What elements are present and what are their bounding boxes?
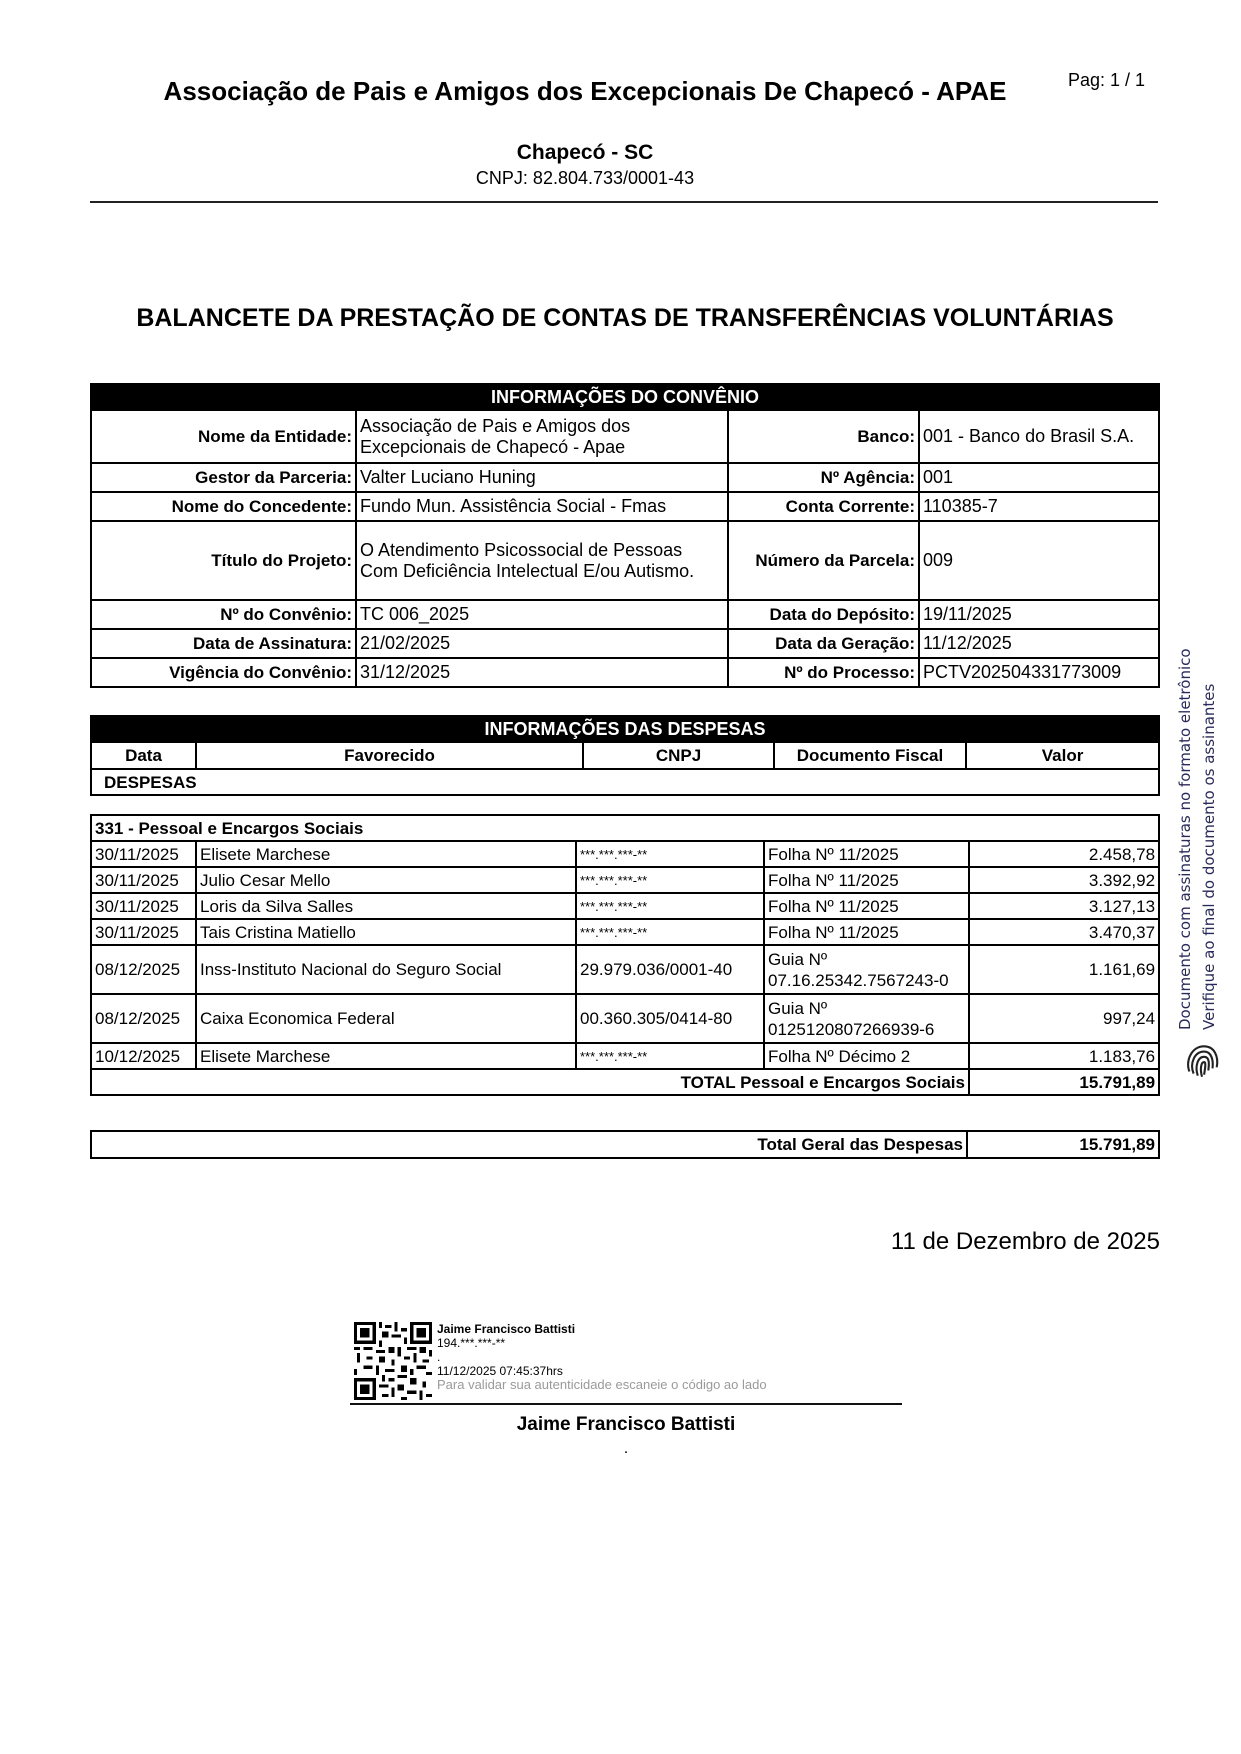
column-header-value: Valor — [966, 742, 1159, 769]
expenses-section-label: DESPESAS — [91, 769, 1159, 795]
value-installment: 009 — [919, 521, 1159, 600]
row-fiscal-doc: Folha Nº 11/2025 — [764, 919, 969, 945]
row-payee: Elisete Marchese — [196, 841, 576, 867]
value-project-title: O Atendimento Psicossocial de Pessoas Com Deficiência Intelectual E/ou Autismo. — [356, 521, 728, 600]
document-title: BALANCETE DA PRESTAÇÃO DE CONTAS DE TRANSFERÊNCIAS VOLUNTÁRIAS — [136, 304, 1114, 332]
row-date: 30/11/2025 — [91, 841, 196, 867]
table-row — [91, 1043, 1159, 1069]
value-bank: 001 - Banco do Brasil S.A. — [919, 410, 1159, 463]
digital-signature-block — [437, 1322, 767, 1392]
electronic-signature-stamp — [1173, 600, 1229, 1090]
signature-timestamp: 11/12/2025 07:45:37hrs — [437, 1364, 563, 1378]
row-value: 1.183,76 — [969, 1043, 1159, 1069]
signer-name: Jaime Francisco Battisti — [437, 1322, 576, 1336]
page-number: Pag: 1 / 1 — [1068, 70, 1146, 90]
value-account: 110385-7 — [919, 492, 1159, 521]
row-cnpj: ***.***.***-** — [576, 867, 764, 893]
row-cnpj: ***.***.***-** — [576, 893, 764, 919]
row-payee: Elisete Marchese — [196, 1043, 576, 1069]
label-process-number: Nº do Processo: — [728, 658, 919, 687]
grand-total-table — [90, 1130, 1160, 1159]
value-agency: 001 — [919, 463, 1159, 492]
row-fiscal-doc: Guia Nº 07.16.25342.7567243-0 — [764, 945, 969, 994]
value-agreement-number: TC 006_2025 — [356, 600, 728, 629]
row-payee: Julio Cesar Mello — [196, 867, 576, 893]
row-fiscal-doc: Guia Nº 0125120807266939-6 — [764, 994, 969, 1043]
qr-code-icon[interactable] — [354, 1322, 432, 1400]
agreement-info-title: INFORMAÇÕES DO CONVÊNIO — [91, 384, 1159, 410]
stamp-line-1: Documento com assinaturas no formato eletrônico — [1176, 648, 1194, 1030]
row-value: 997,24 — [969, 994, 1159, 1043]
value-grantor: Fundo Mun. Assistência Social - Fmas — [356, 492, 728, 521]
signer-cpf: 194.***.***-** — [437, 1336, 506, 1350]
group-total-value: 15.791,89 — [969, 1069, 1159, 1095]
row-date: 08/12/2025 — [91, 945, 196, 994]
label-signature-date: Data de Assinatura: — [91, 629, 356, 658]
label-agency: Nº Agência: — [728, 463, 919, 492]
signature-validation-hint: Para validar sua autenticidade escaneie o código ao lado — [437, 1377, 767, 1392]
signature-name: Jaime Francisco Battisti — [516, 1414, 736, 1435]
label-validity: Vigência do Convênio: — [91, 658, 356, 687]
signer-extra: . — [437, 1350, 441, 1364]
row-value: 1.161,69 — [969, 945, 1159, 994]
row-payee: Inss-Instituto Nacional do Seguro Social — [196, 945, 576, 994]
signature-trailing-text: . — [623, 1440, 629, 1457]
label-project-title: Título do Projeto: — [91, 521, 356, 600]
table-row — [91, 841, 1159, 867]
table-row — [91, 994, 1159, 1043]
table-row — [91, 919, 1159, 945]
row-cnpj: 00.360.305/0414-80 — [576, 994, 764, 1043]
organization-name: Associação de Pais e Amigos dos Excepcionais De Chapecó - APAE — [163, 76, 1007, 106]
value-generation-date: 11/12/2025 — [919, 629, 1159, 658]
label-grantor: Nome do Concedente: — [91, 492, 356, 521]
row-date: 08/12/2025 — [91, 994, 196, 1043]
row-fiscal-doc: Folha Nº 11/2025 — [764, 867, 969, 893]
value-entity-name: Associação de Pais e Amigos dos Excepcionais de Chapecó - Apae — [356, 410, 728, 463]
row-date: 30/11/2025 — [91, 893, 196, 919]
table-row — [91, 893, 1159, 919]
expenses-header-table — [90, 715, 1160, 796]
column-header-cnpj: CNPJ — [583, 742, 774, 769]
agreement-info-table — [90, 383, 1160, 688]
group-total-row — [91, 1069, 1159, 1095]
label-partnership-manager: Gestor da Parceria: — [91, 463, 356, 492]
value-partnership-manager: Valter Luciano Huning — [356, 463, 728, 492]
value-process-number: PCTV202504331773009 — [919, 658, 1159, 687]
organization-cnpj: CNPJ: 82.804.733/0001-43 — [475, 168, 695, 188]
grand-total-label: Total Geral das Despesas — [91, 1131, 967, 1158]
label-bank: Banco: — [728, 410, 919, 463]
row-cnpj: ***.***.***-** — [576, 1043, 764, 1069]
label-generation-date: Data da Geração: — [728, 629, 919, 658]
label-entity-name: Nome da Entidade: — [91, 410, 356, 463]
label-agreement-number: Nº do Convênio: — [91, 600, 356, 629]
table-row — [91, 867, 1159, 893]
grand-total-value: 15.791,89 — [967, 1131, 1159, 1158]
row-value: 3.127,13 — [969, 893, 1159, 919]
label-installment: Número da Parcela: — [728, 521, 919, 600]
row-date: 10/12/2025 — [91, 1043, 196, 1069]
table-row — [91, 945, 1159, 994]
fingerprint-icon — [1181, 1040, 1223, 1082]
column-header-date: Data — [91, 742, 196, 769]
row-fiscal-doc: Folha Nº 11/2025 — [764, 893, 969, 919]
row-cnpj: 29.979.036/0001-40 — [576, 945, 764, 994]
row-payee: Loris da Silva Salles — [196, 893, 576, 919]
row-cnpj: ***.***.***-** — [576, 919, 764, 945]
row-cnpj: ***.***.***-** — [576, 841, 764, 867]
expenses-info-title: INFORMAÇÕES DAS DESPESAS — [91, 716, 1159, 742]
row-payee: Tais Cristina Matiello — [196, 919, 576, 945]
column-header-fiscal-doc: Documento Fiscal — [774, 742, 966, 769]
label-deposit-date: Data do Depósito: — [728, 600, 919, 629]
label-account: Conta Corrente: — [728, 492, 919, 521]
stamp-line-2: Verifique ao final do documento os assinantes — [1200, 683, 1218, 1030]
row-payee: Caixa Economica Federal — [196, 994, 576, 1043]
value-signature-date: 21/02/2025 — [356, 629, 728, 658]
column-header-payee: Favorecido — [196, 742, 583, 769]
row-value: 3.470,37 — [969, 919, 1159, 945]
value-deposit-date: 19/11/2025 — [919, 600, 1159, 629]
row-fiscal-doc: Folha Nº 11/2025 — [764, 841, 969, 867]
group-total-label: TOTAL Pessoal e Encargos Sociais — [91, 1069, 969, 1095]
expenses-table — [90, 814, 1160, 1096]
row-date: 30/11/2025 — [91, 919, 196, 945]
expense-group-title: 331 - Pessoal e Encargos Sociais — [91, 815, 1159, 841]
row-date: 30/11/2025 — [91, 867, 196, 893]
organization-city: Chapecó - SC — [516, 141, 654, 164]
header-divider — [90, 201, 1158, 203]
signature-line — [350, 1403, 902, 1405]
place-date: 11 de Dezembro de 2025 — [890, 1228, 1160, 1255]
row-value: 3.392,92 — [969, 867, 1159, 893]
row-fiscal-doc: Folha Nº Décimo 2 — [764, 1043, 969, 1069]
row-value: 2.458,78 — [969, 841, 1159, 867]
value-validity: 31/12/2025 — [356, 658, 728, 687]
